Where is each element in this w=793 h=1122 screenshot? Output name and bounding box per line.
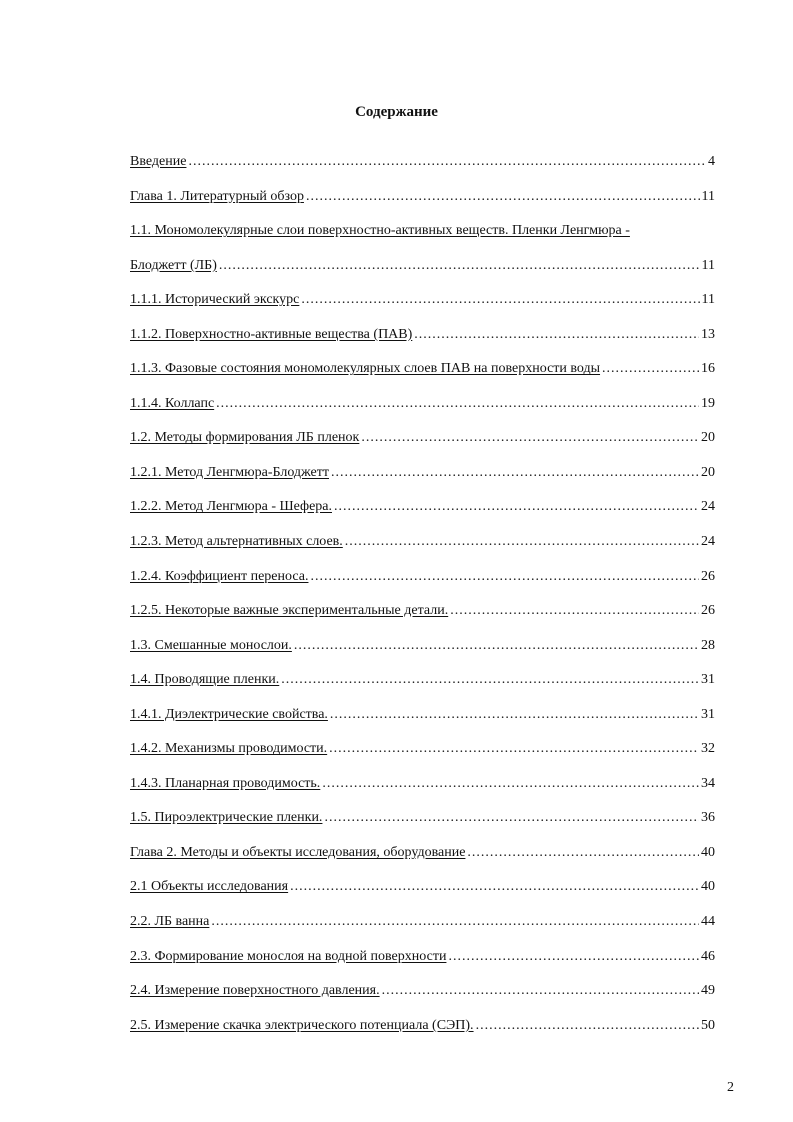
toc-entry-page: 31 xyxy=(701,706,715,722)
toc-entry-page: 11 xyxy=(701,257,715,273)
toc-entry-page: 16 xyxy=(701,361,715,377)
toc-entry-page: 11 xyxy=(701,292,715,308)
toc-entry-page: 40 xyxy=(701,879,715,895)
toc-leader-dots xyxy=(329,741,699,757)
toc-entry-title[interactable]: 1.2.1. Метод Ленгмюра-Блоджетт xyxy=(130,464,329,480)
toc-entry[interactable] xyxy=(130,223,715,258)
toc-entry[interactable] xyxy=(130,534,715,569)
toc-entry[interactable] xyxy=(130,499,715,534)
toc-entry[interactable] xyxy=(130,361,715,396)
toc-leader-dots xyxy=(414,327,699,343)
toc-entry-title[interactable]: 1.2.5. Некоторые важные экспериментальные детали. xyxy=(130,603,449,619)
toc-entry[interactable] xyxy=(130,707,715,742)
toc-leader-dots xyxy=(476,1018,699,1034)
toc-leader-dots xyxy=(334,499,699,515)
toc-entry[interactable] xyxy=(130,983,715,1018)
toc-entry-title[interactable]: 2.5. Измерение скачка электрического потенциала (СЭП). xyxy=(130,1017,474,1033)
toc-entry[interactable] xyxy=(130,741,715,776)
toc-entry[interactable] xyxy=(130,949,715,984)
toc-entry-title[interactable]: 1.2.3. Метод альтернативных слоев. xyxy=(130,534,343,550)
toc-leader-dots xyxy=(294,638,699,654)
toc-leader-dots xyxy=(361,430,699,446)
toc-entry-title[interactable]: 1.1.2. Поверхностно-активные вещества (ПАВ) xyxy=(130,326,413,342)
toc-leader-dots xyxy=(281,672,699,688)
toc-leader-dots xyxy=(330,707,699,723)
toc-entry-page: 4 xyxy=(708,154,715,169)
toc-entry-page: 11 xyxy=(701,188,715,204)
toc-entry-page: 40 xyxy=(701,844,715,860)
toc-entry[interactable] xyxy=(130,465,715,500)
toc-entry[interactable] xyxy=(130,776,715,811)
toc-entry-title[interactable]: 1.4.1. Диэлектрические свойства. xyxy=(130,706,328,722)
toc-entry-continuation[interactable] xyxy=(130,258,715,293)
toc-entry[interactable] xyxy=(130,154,715,189)
toc-entry-title[interactable]: 1.2. Методы формирования ЛБ пленок xyxy=(130,430,360,446)
toc-entry-title[interactable]: 1.1.4. Коллапс xyxy=(130,395,215,411)
toc-entry[interactable] xyxy=(130,914,715,949)
toc-entry[interactable] xyxy=(130,396,715,431)
toc-entry-title[interactable]: Введение xyxy=(130,154,187,169)
toc-leader-dots xyxy=(310,569,699,585)
toc-leader-dots xyxy=(216,396,699,412)
toc-entry[interactable] xyxy=(130,189,715,224)
toc-entry[interactable] xyxy=(130,672,715,707)
toc-entry-page: 32 xyxy=(701,741,715,757)
toc-entry-title[interactable]: 2.2. ЛБ ванна xyxy=(130,914,210,930)
table-of-contents xyxy=(130,154,715,1052)
toc-entry-page: 20 xyxy=(701,464,715,480)
toc-leader-dots xyxy=(219,258,700,274)
toc-entry-page: 24 xyxy=(701,534,715,550)
toc-entry-title[interactable]: 2.1 Объекты исследования xyxy=(130,879,289,895)
toc-entry[interactable] xyxy=(130,430,715,465)
toc-entry-title[interactable]: 1.4. Проводящие пленки. xyxy=(130,672,280,688)
toc-leader-dots xyxy=(382,983,699,999)
toc-entry-title[interactable]: 1.4.3. Планарная проводимость. xyxy=(130,775,321,791)
toc-leader-dots xyxy=(322,776,699,792)
toc-entry-title[interactable]: 1.1.1. Исторический экскурс xyxy=(130,292,300,308)
toc-entry[interactable] xyxy=(130,327,715,362)
toc-entry-page: 13 xyxy=(701,326,715,342)
toc-entry[interactable] xyxy=(130,845,715,880)
toc-entry[interactable] xyxy=(130,810,715,845)
toc-leader-dots xyxy=(306,189,700,205)
toc-entry-page: 44 xyxy=(701,914,715,930)
toc-entry-title[interactable]: 1.5. Пироэлектрические пленки. xyxy=(130,810,323,826)
toc-leader-dots xyxy=(301,292,699,308)
toc-leader-dots xyxy=(345,534,699,550)
toc-leader-dots xyxy=(211,914,699,930)
toc-entry-page: 26 xyxy=(701,603,715,619)
toc-leader-dots xyxy=(290,879,699,895)
page-number: 2 xyxy=(727,1080,734,1095)
toc-entry-page: 46 xyxy=(701,948,715,964)
toc-entry-page: 50 xyxy=(701,1017,715,1033)
toc-entry-title-continued[interactable]: Блоджетт (ЛБ) xyxy=(130,257,217,273)
toc-entry-page: 19 xyxy=(701,395,715,411)
toc-entry-title[interactable]: Глава 1. Литературный обзор xyxy=(130,188,304,204)
toc-entry-page: 28 xyxy=(701,637,715,653)
toc-leader-dots xyxy=(448,949,699,965)
toc-entry-title[interactable]: 1.4.2. Механизмы проводимости. xyxy=(130,741,328,757)
toc-entry-title[interactable]: 1.2.4. Коэффициент переноса. xyxy=(130,568,309,584)
toc-entry-title[interactable]: 1.1. Мономолекулярные слои поверхностно-активных веществ. Пленки Ленгмюра - xyxy=(130,223,630,239)
toc-entry-page: 24 xyxy=(701,499,715,515)
toc-entry-page: 26 xyxy=(701,568,715,584)
toc-entry-page: 20 xyxy=(701,430,715,446)
toc-leader-dots xyxy=(450,603,699,619)
page-title: Содержание xyxy=(355,104,438,120)
toc-entry-page: 34 xyxy=(701,775,715,791)
toc-entry[interactable] xyxy=(130,603,715,638)
toc-entry[interactable] xyxy=(130,292,715,327)
toc-entry-title[interactable]: 2.3. Формирование монослоя на водной поверхности xyxy=(130,948,447,964)
toc-entry-page: 31 xyxy=(701,672,715,688)
toc-entry-page: 49 xyxy=(701,983,715,999)
toc-entry[interactable] xyxy=(130,1018,715,1053)
toc-leader-dots xyxy=(324,810,699,826)
toc-entry-page: 36 xyxy=(701,810,715,826)
toc-leader-dots xyxy=(602,361,699,377)
toc-entry[interactable] xyxy=(130,638,715,673)
toc-entry[interactable] xyxy=(130,879,715,914)
toc-entry-title[interactable]: 1.2.2. Метод Ленгмюра - Шефера. xyxy=(130,499,332,515)
toc-leader-dots xyxy=(467,845,699,861)
toc-entry-title[interactable]: 1.1.3. Фазовые состояния мономолекулярных слоев ПАВ на поверхности воды xyxy=(130,361,601,377)
toc-entry-title[interactable]: 1.3. Смешанные монослои. xyxy=(130,637,292,653)
toc-entry[interactable] xyxy=(130,569,715,604)
toc-leader-dots xyxy=(188,154,706,170)
toc-entry-title[interactable]: Глава 2. Методы и объекты исследования, оборудование xyxy=(130,844,466,860)
toc-entry-title[interactable]: 2.4. Измерение поверхностного давления. xyxy=(130,983,380,999)
toc-leader-dots xyxy=(331,465,699,481)
